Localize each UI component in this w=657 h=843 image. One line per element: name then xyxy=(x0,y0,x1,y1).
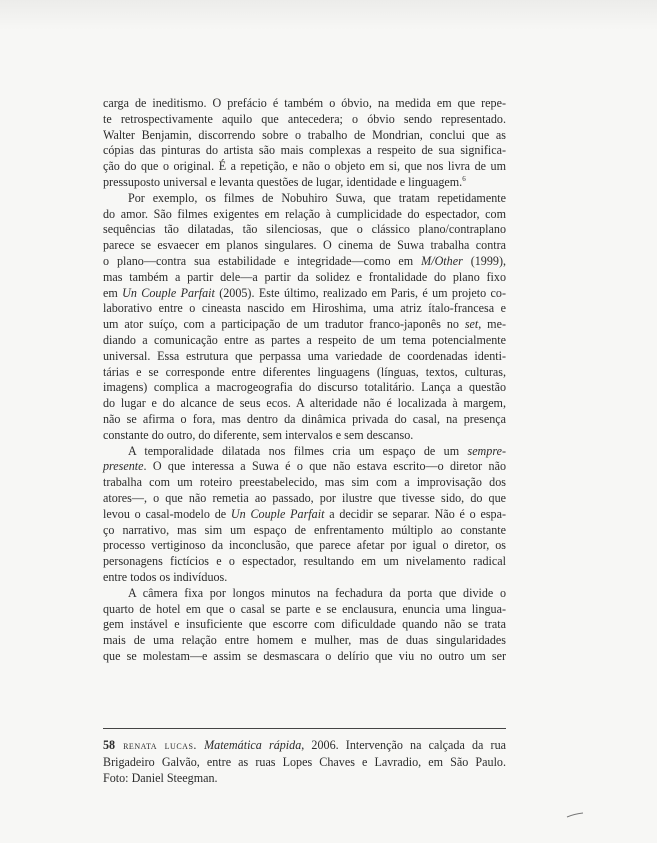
footnote-divider xyxy=(103,728,506,729)
caption-text: , 2006. Intervenção na calçada da rua xyxy=(301,738,506,752)
text-run: atores—, o que não remetia ao passado, por ilustre que tivesse sido, do que xyxy=(103,490,506,505)
text-run: Walter Benjamin, discorrendo sobre o trabalho de Mondrian, conclui que as xyxy=(103,127,506,142)
text-line xyxy=(103,538,506,554)
footnote-reference: 6 xyxy=(462,174,466,183)
text-line xyxy=(103,96,506,112)
italic-text: Un Couple Parfait xyxy=(122,285,215,300)
text-run: ço narrativo, mas sim um espaço de enfrentamento múltiplo ao constante xyxy=(103,522,506,537)
text-line xyxy=(103,128,506,144)
text-line xyxy=(103,444,506,460)
text-line xyxy=(103,491,506,507)
text-run: (1999), xyxy=(462,253,506,268)
caption-line: Foto: Daniel Steegman. xyxy=(103,771,218,785)
text-line xyxy=(103,412,506,428)
figure-caption xyxy=(103,737,506,787)
text-run: , me- xyxy=(478,317,506,332)
text-line xyxy=(103,602,506,618)
text-run: (2005). Este último, realizado em Paris, é um projeto co- xyxy=(214,285,506,300)
italic-text: set xyxy=(464,317,479,332)
text-run: cópias das pinturas do artista são mais complexas a respeito de sua significa- xyxy=(103,143,506,158)
text-run: levou o casal-modelo de xyxy=(103,506,231,521)
text-line xyxy=(103,286,506,302)
text-line xyxy=(103,586,506,602)
text-run: em xyxy=(103,285,123,300)
text-line xyxy=(103,270,506,286)
text-run: universal. Essa estrutura que perpassa uma variedade de coordenadas identi- xyxy=(103,348,506,363)
text-line xyxy=(103,317,506,333)
text-line xyxy=(103,570,506,586)
text-run: gem instável e insuficiente que escorre com dificuldade quando não se trata xyxy=(103,617,506,632)
text-run: A temporalidade dilatada nos filmes cria um espaço de um xyxy=(128,443,468,458)
text-run: não se afirma o fora, mas dentro da dinâmica privada do casal, na presença xyxy=(103,411,506,426)
text-line xyxy=(103,428,506,444)
text-run: sequências tão dilatadas, tão silenciosas, que o clássico plano/contraplano xyxy=(103,222,506,237)
paragraph xyxy=(103,444,506,586)
text-run: mais de uma relação entre homem e mulher, mas de duas singularidades xyxy=(103,633,506,648)
text-run: que se molestam—e assim se desmascara o delírio que viu no outro um ser xyxy=(103,648,506,663)
text-run: mas também a partir dele—a partir da solidez e frontalidade do plano fixo xyxy=(103,269,506,284)
text-line xyxy=(103,254,506,270)
body-text xyxy=(103,96,506,665)
text-run: te retrospectivamente aquilo que antecedera; o óbvio sendo representado. xyxy=(103,111,506,126)
text-line xyxy=(103,175,506,191)
italic-text: presente xyxy=(103,459,144,474)
pen-mark xyxy=(566,812,584,818)
paragraph xyxy=(103,96,506,191)
scan-shade xyxy=(0,0,657,30)
italic-text: sempre- xyxy=(467,443,506,458)
text-line xyxy=(103,380,506,396)
text-line xyxy=(103,396,506,412)
text-run: constante do outro, do diferente, sem intervalos e sem descanso. xyxy=(103,427,414,442)
text-line xyxy=(103,301,506,317)
text-run: carga de ineditismo. O prefácio é também o óbvio, na medida em que repe- xyxy=(103,96,506,110)
text-run: quarto de hotel em que o casal se parte e se enclausura, enuncia uma lingua- xyxy=(103,601,506,616)
text-run: diando a comunicação entre as partes a respeito de um tema potencialmente xyxy=(103,332,506,347)
text-line xyxy=(103,207,506,223)
text-line xyxy=(103,112,506,128)
italic-text: Un Couple Parfait xyxy=(230,506,325,521)
paragraph xyxy=(103,586,506,665)
text-line xyxy=(103,222,506,238)
text-run: parece se esvaecer em planos singulares. O cinema de Suwa trabalha contra xyxy=(103,238,506,253)
text-line xyxy=(103,523,506,539)
text-line xyxy=(103,191,506,207)
text-run: imagens) complica a macrogeografia do discurso totalitário. Lança a questão xyxy=(103,380,506,395)
text-line xyxy=(103,365,506,381)
text-run: Por exemplo, os filmes de Nobuhiro Suwa, que tratam repetidamente xyxy=(128,190,506,205)
text-line xyxy=(103,349,506,365)
text-line xyxy=(103,617,506,633)
text-run: laborativo entre o cineasta nascido em Hiroshima, uma atriz ítalo-francesa e xyxy=(103,301,506,316)
text-run: processo vertiginoso da inconclusão, que parece afetar por igual o diretor, os xyxy=(103,538,506,553)
caption-line xyxy=(103,737,506,754)
text-line xyxy=(103,459,506,475)
text-run: ção do que o original. É a repetição, e não o objeto em si, que nos livra de um xyxy=(103,159,506,174)
figure-number: 58 xyxy=(103,738,116,752)
text-line xyxy=(103,633,506,649)
text-run: tárias e se corresponde entre diferentes linguagens (línguas, textos, culturas, xyxy=(103,364,506,379)
paragraph xyxy=(103,191,506,444)
text-run: . O que interessa a Suwa é o que não estava escrito—o diretor não xyxy=(143,459,506,474)
text-run: entre todos os indivíduos. xyxy=(103,569,228,584)
text-line xyxy=(103,507,506,523)
text-run: pressuposto universal e levanta questões de lugar, identidade e linguagem. xyxy=(103,174,463,189)
text-line xyxy=(103,143,506,159)
caption-work-title: Matemática rápida xyxy=(204,738,302,752)
text-run: personagens fictícios e o espectador, resultando em um nivelamento radical xyxy=(103,554,506,569)
text-line xyxy=(103,554,506,570)
caption-line: Brigadeiro Galvão, entre as ruas Lopes Chaves e Lavradio, em São Paulo. xyxy=(103,754,506,769)
text-run: do amor. São filmes exigentes em relação à cumplicidade do espectador, com xyxy=(103,206,506,221)
text-run: a decidir se separar. Não é o espa- xyxy=(324,506,506,521)
caption-author: renata lucas. xyxy=(123,738,197,752)
text-line xyxy=(103,159,506,175)
text-run: um ator suíço, com a participação de um tradutor franco-japonês no xyxy=(103,317,465,332)
text-line xyxy=(103,333,506,349)
text-line xyxy=(103,238,506,254)
text-run: o plano—contra sua estabilidade e integridade—como em xyxy=(103,253,422,268)
text-run: do lugar e do alcance de seus ecos. A alteridade não é localizada à margem, xyxy=(103,396,506,411)
text-line xyxy=(103,475,506,491)
text-line xyxy=(103,649,506,665)
text-run: A câmera fixa por longos minutos na fechadura da porta que divide o xyxy=(128,585,506,600)
text-run: trabalha com um roteiro preestabelecido, mas sim com a improvisação dos xyxy=(103,475,506,490)
italic-text: M/Other xyxy=(421,253,463,268)
